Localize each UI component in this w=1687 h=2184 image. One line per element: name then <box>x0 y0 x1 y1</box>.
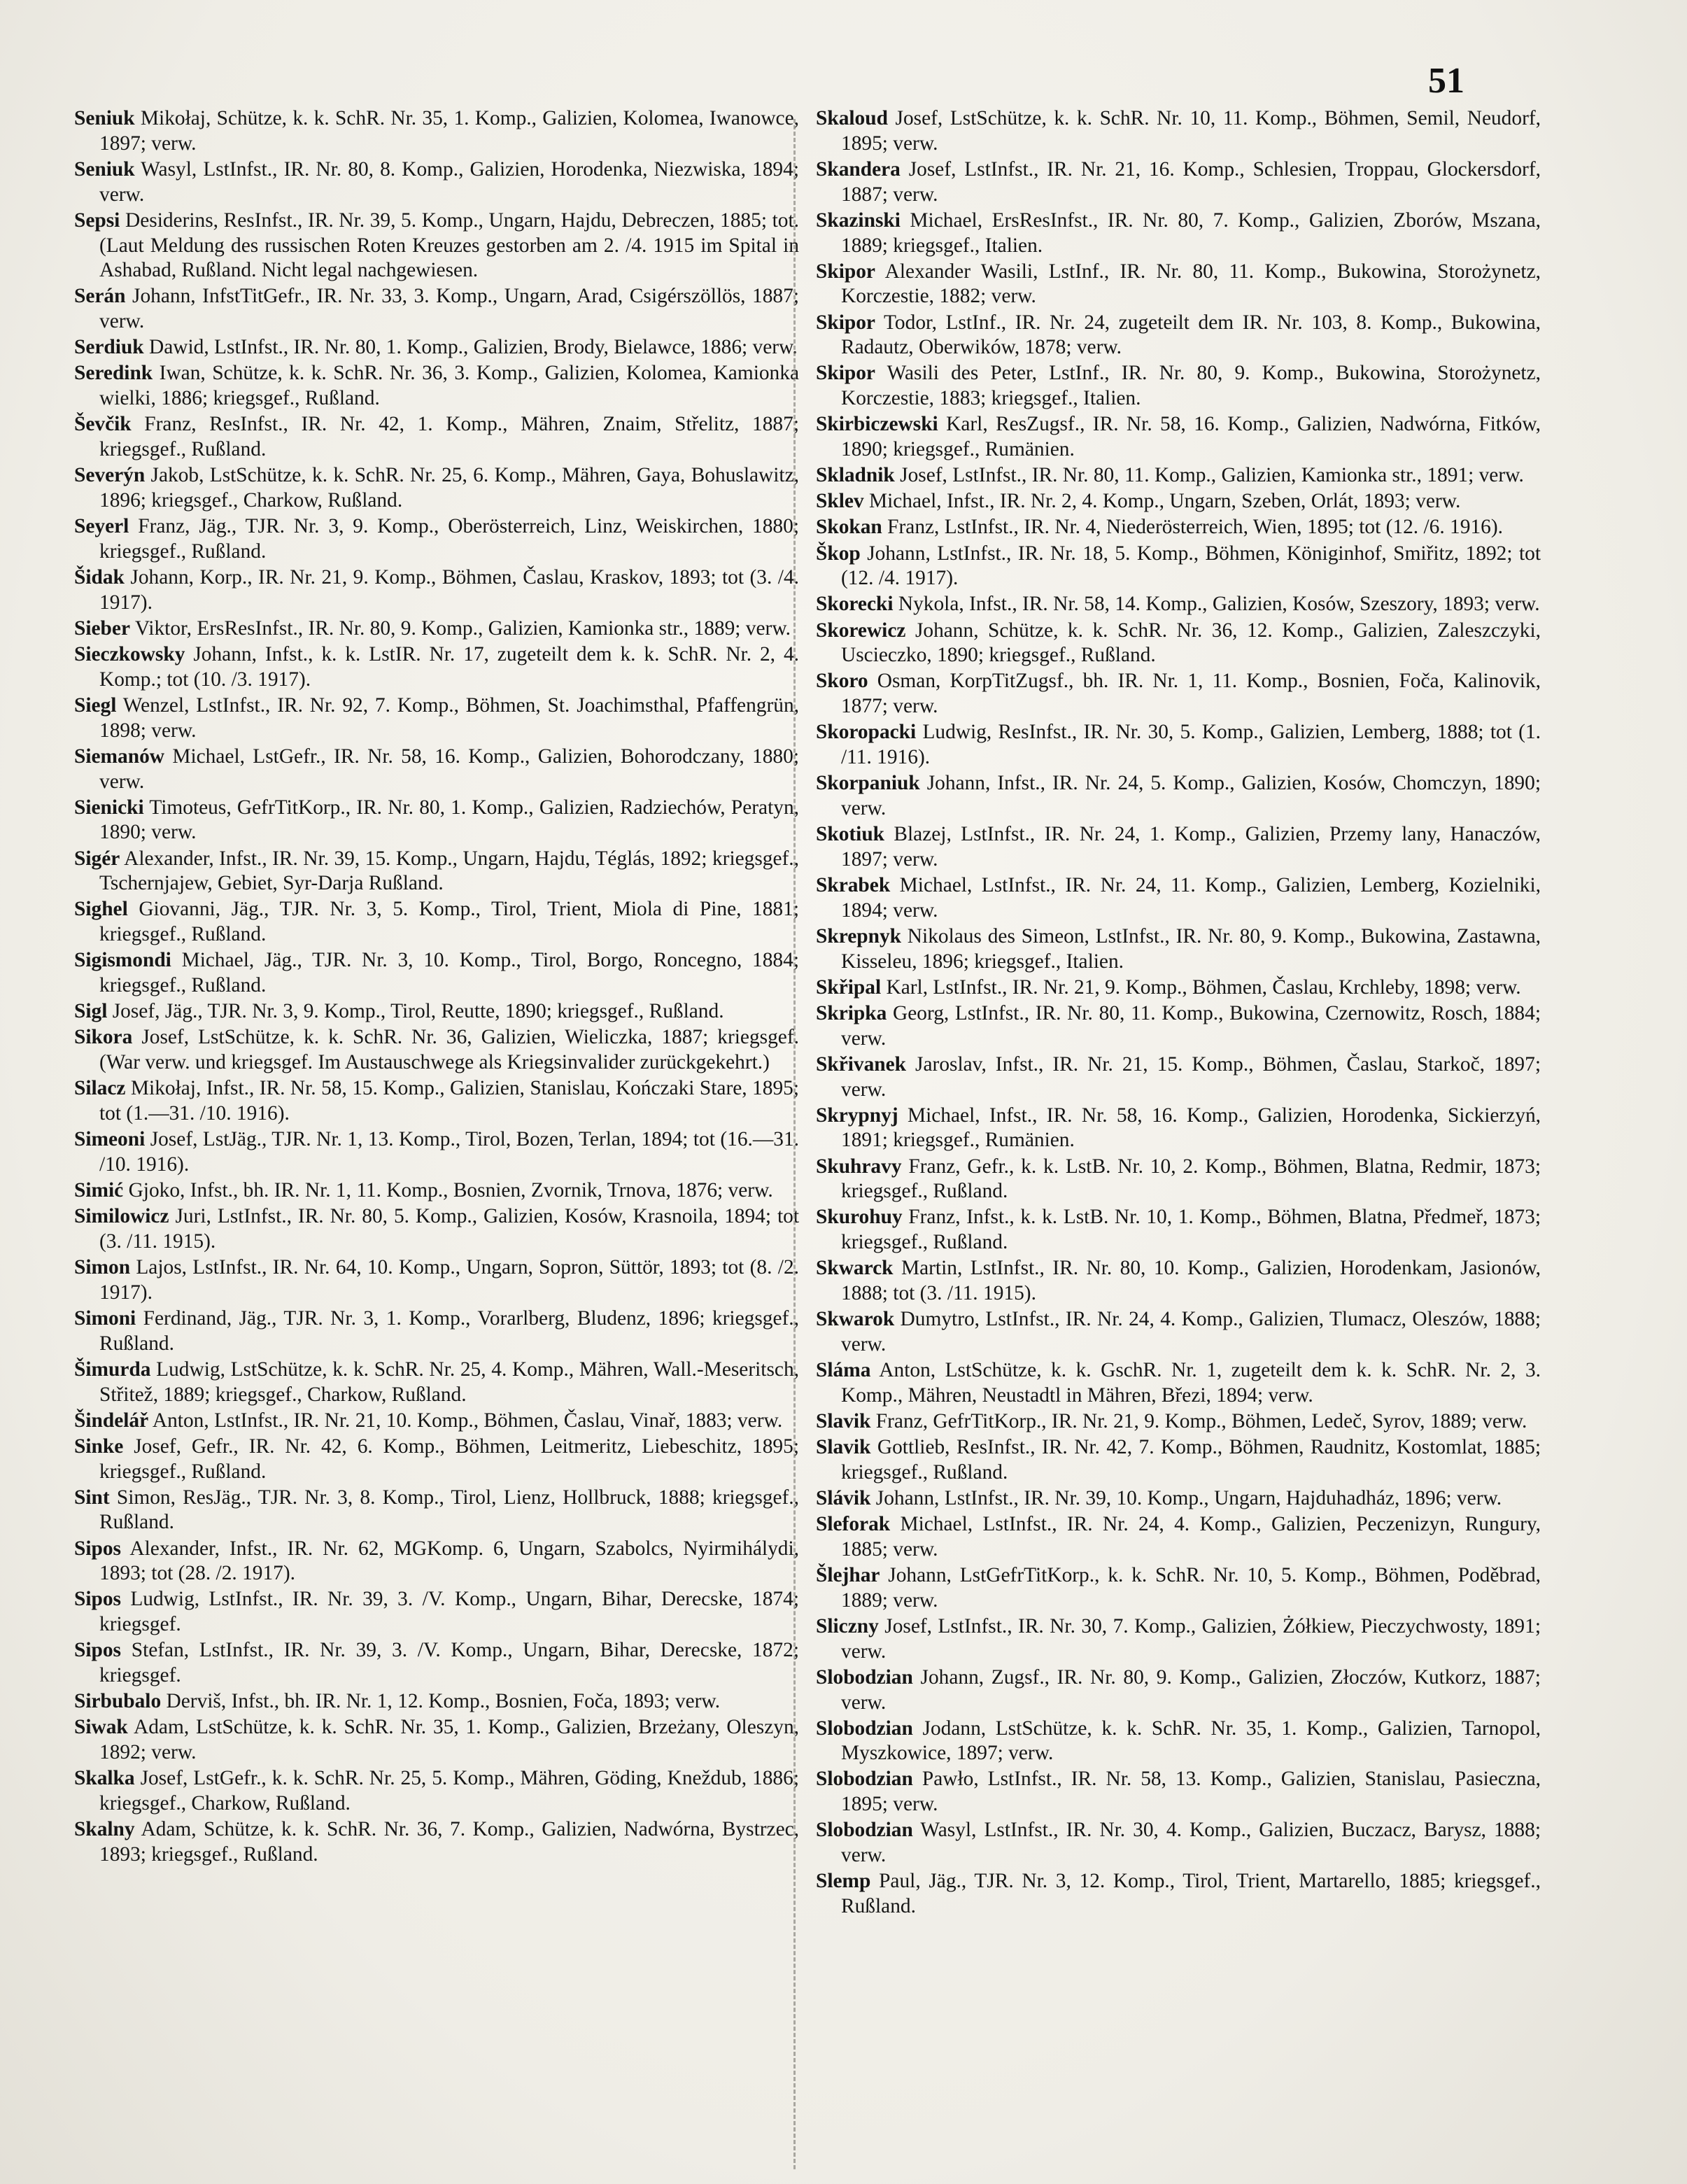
entry-details: Paul, Jäg., TJR. Nr. 3, 12. Komp., Tirol, Trient, Martarello, 1885; kriegsgef., Rußland. <box>841 1870 1541 1918</box>
entry-surname: Simić <box>74 1179 124 1202</box>
entry-surname: Seniuk <box>74 107 135 129</box>
entry-details: Johann, Korp., IR. Nr. 21, 9. Komp., Böhmen, Časlau, Kraskov, 1893; tot (3. /4. 1917). <box>99 566 799 614</box>
entry-surname: Sigismondi <box>74 949 171 972</box>
casualty-entry <box>74 897 799 947</box>
casualty-entry <box>74 948 799 999</box>
entry-surname: Skřipal <box>816 975 882 999</box>
entry-surname: Skokan <box>816 516 882 539</box>
entry-surname: Skalny <box>74 1818 135 1841</box>
entry-surname: Slobodzian <box>816 1665 913 1689</box>
entry-details: Johann, Schütze, k. k. SchR. Nr. 36, 12. Komp., Galizien, Zaleszczyki, Uscieczko, 1890; kriegsgef., Rußland. <box>841 619 1541 667</box>
casualty-entry <box>816 1435 1541 1486</box>
entry-details: Nykola, Infst., IR. Nr. 58, 14. Komp., Galizien, Kosów, Szeszory, 1893; verw. <box>898 593 1540 616</box>
casualty-entry <box>74 1204 799 1255</box>
casualty-entry <box>816 924 1541 975</box>
casualty-entry <box>816 975 1541 1001</box>
entry-details: Josef, LstInfst., IR. Nr. 21, 16. Komp., Schlesien, Troppau, Glockersdorf, 1887; verw. <box>841 157 1541 206</box>
entry-surname: Sikora <box>74 1026 133 1049</box>
casualty-entry <box>816 1358 1541 1409</box>
entry-surname: Serán <box>74 285 126 308</box>
entry-surname: Sigl <box>74 1000 108 1023</box>
entry-surname: Skoropacki <box>816 721 917 744</box>
entry-surname: Skorpaniuk <box>816 772 920 795</box>
casualty-entry <box>74 284 799 334</box>
entry-details: Juri, LstInfst., IR. Nr. 80, 5. Komp., Galizien, Kosów, Krasnoila, 1894; tot (3. /11. 1915). <box>99 1205 799 1253</box>
entry-details: Franz, Jäg., TJR. Nr. 3, 9. Komp., Oberösterreich, Linz, Weiskirchen, 1880; kriegsgef., Rußland. <box>99 515 799 563</box>
entry-surname: Siegl <box>74 693 117 717</box>
entry-surname: Similowicz <box>74 1205 169 1228</box>
casualty-entry <box>74 361 799 411</box>
entry-details: Josef, LstSchütze, k. k. SchR. Nr. 36, Galizien, Wieliczka, 1887; kriegsgef. (War verw. und kriegsgef. Im Austauschwege als Kriegsinvalider zurückgekehrt.) <box>99 1026 799 1074</box>
entry-details: Josef, LstInfst., IR. Nr. 80, 11. Komp., Galizien, Kamionka str., 1891; verw. <box>900 464 1524 487</box>
casualty-entry <box>816 1205 1541 1255</box>
casualty-entry <box>74 463 799 514</box>
entry-details: Josef, LstInfst., IR. Nr. 30, 7. Komp., Galizien, Żółkiew, Pieczychwosty, 1891; verw. <box>841 1614 1541 1663</box>
entry-surname: Skandera <box>816 157 901 181</box>
column-divider <box>793 119 796 2169</box>
entry-surname: Skrepnyk <box>816 924 901 947</box>
entry-surname: Slemp <box>816 1870 871 1893</box>
left-column <box>74 106 799 1868</box>
casualty-entry <box>74 1715 799 1766</box>
casualty-entry <box>816 1307 1541 1358</box>
casualty-entry <box>74 1409 799 1434</box>
entry-details: Josef, Gefr., IR. Nr. 42, 6. Komp., Böhmen, Leitmeritz, Liebeschitz, 1895; kriegsgef., Rußland. <box>99 1435 799 1483</box>
entry-surname: Seredink <box>74 362 153 385</box>
casualty-entry <box>816 542 1541 592</box>
entry-surname: Silacz <box>74 1077 126 1100</box>
entry-details: Georg, LstInfst., IR. Nr. 80, 11. Komp., Bukowina, Czernowitz, Rosch, 1884; verw. <box>841 1001 1541 1050</box>
casualty-entry <box>74 1255 799 1306</box>
entry-details: Johann, LstInfst., IR. Nr. 18, 5. Komp., Böhmen, Königinhof, Smiřitz, 1892; tot (12. /4. 1917). <box>841 542 1541 590</box>
entry-surname: Sinke <box>74 1435 124 1458</box>
casualty-entry <box>816 1104 1541 1154</box>
entry-details: Gjoko, Infst., bh. IR. Nr. 1, 11. Komp., Bosnien, Zvornik, Trnova, 1876; verw. <box>128 1179 773 1202</box>
casualty-entry <box>816 209 1541 259</box>
entry-surname: Sepsi <box>74 209 120 232</box>
entry-surname: Serdiuk <box>74 336 144 359</box>
entry-details: Josef, LstSchütze, k. k. SchR. Nr. 10, 11. Komp., Böhmen, Semil, Neudorf, 1895; verw. <box>841 107 1541 155</box>
casualty-entry <box>74 847 799 897</box>
casualty-entry <box>816 592 1541 617</box>
entry-surname: Skorewicz <box>816 619 906 642</box>
entry-details: Mikołaj, Schütze, k. k. SchR. Nr. 35, 1. Komp., Galizien, Kolomea, Iwanowce, 1897; verw. <box>99 107 799 155</box>
entry-surname: Skaloud <box>816 107 888 129</box>
casualty-entry <box>816 157 1541 208</box>
casualty-entry <box>816 361 1541 411</box>
entry-surname: Skuhravy <box>816 1155 902 1178</box>
entry-details: Alexander Wasili, LstInf., IR. Nr. 80, 11. Komp., Bukowina, Storożynetz, Korczestie, 1882; verw. <box>841 260 1541 308</box>
entry-details: Nikolaus des Simeon, LstInfst., IR. Nr. 80, 9. Komp., Bukowina, Zastawna, Kisseleu, 1896; kriegsgef., Italien. <box>841 924 1541 973</box>
entry-details: Timoteus, GefrTitKorp., IR. Nr. 80, 1. Komp., Galizien, Radziechów, Peratyn, 1890; verw. <box>99 796 799 844</box>
casualty-entry <box>816 1717 1541 1767</box>
entry-details: Josef, LstJäg., TJR. Nr. 1, 13. Komp., Tirol, Bozen, Terlan, 1894; tot (16.—31. /10. 1916). <box>99 1128 799 1176</box>
entry-details: Anton, LstSchütze, k. k. GschR. Nr. 1, zugeteilt dem k. k. SchR. Nr. 2, 3. Komp., Mähren, Neustadtl in Mähren, Březi, 1894; verw. <box>841 1359 1541 1407</box>
casualty-entry <box>816 1869 1541 1919</box>
entry-details: Michael, LstInfst., IR. Nr. 24, 4. Komp., Galizien, Peczenizyn, Rungury, 1885; verw. <box>841 1513 1541 1560</box>
entry-surname: Ševčik <box>74 413 132 436</box>
entry-details: Franz, ResInfst., IR. Nr. 42, 1. Komp., Mähren, Znaim, Střelitz, 1887; kriegsgef., Rußland. <box>99 413 799 461</box>
casualty-entry <box>816 720 1541 770</box>
casualty-entry <box>816 669 1541 719</box>
entry-surname: Sliczny <box>816 1614 879 1637</box>
entry-details: Alexander, Infst., IR. Nr. 39, 15. Komp., Ungarn, Hajdu, Téglás, 1892; kriegsgef., Tschernjajew, Gebiet, Syr-Darja Rußland. <box>99 847 800 895</box>
entry-details: Osman, KorpTitZugsf., bh. IR. Nr. 1, 11. Komp., Bosnien, Foča, Kalinovik, 1877; verw. <box>841 670 1541 718</box>
casualty-entry <box>74 745 799 795</box>
casualty-entry <box>816 771 1541 822</box>
casualty-entry <box>74 1587 799 1637</box>
entry-details: Josef, Jäg., TJR. Nr. 3, 9. Komp., Tirol, Reutte, 1890; kriegsgef., Rußland. <box>112 1000 724 1023</box>
entry-surname: Simon <box>74 1255 131 1278</box>
entry-surname: Šindelář <box>74 1409 149 1432</box>
casualty-entry <box>816 106 1541 157</box>
entry-details: Pawło, LstInfst., IR. Nr. 58, 13. Komp., Galizien, Stanislau, Pasieczna, 1895; verw. <box>841 1768 1541 1816</box>
entry-details: Ludwig, LstSchütze, k. k. SchR. Nr. 25, 4. Komp., Mähren, Wall.-Meseritsch, Střitež, 1889; kriegsgef., Charkow, Rußland. <box>99 1358 799 1406</box>
entry-surname: Sipos <box>74 1537 121 1560</box>
entry-details: Wasili des Peter, LstInf., IR. Nr. 80, 9. Komp., Bukowina, Storożynetz, Korczestie, 1883; kriegsgef., Italien. <box>841 362 1541 410</box>
entry-details: Wenzel, LstInfst., IR. Nr. 92, 7. Komp., Böhmen, St. Joachimsthal, Pfaffengrün, 1898; verw. <box>99 693 799 742</box>
casualty-entry <box>816 1052 1541 1103</box>
casualty-entry <box>74 1435 799 1485</box>
casualty-entry <box>816 489 1541 514</box>
entry-surname: Skwarok <box>816 1308 895 1331</box>
entry-details: Karl, ResZugsf., IR. Nr. 58, 16. Komp., Galizien, Nadwórna, Fitków, 1890; kriegsgef., Rumänien. <box>841 413 1541 461</box>
entry-surname: Sienicki <box>74 796 144 819</box>
entry-details: Franz, LstInfst., IR. Nr. 4, Niederösterreich, Wien, 1895; tot (12. /6. 1916). <box>887 516 1503 539</box>
entry-surname: Skipor <box>816 260 875 283</box>
casualty-entry <box>816 1256 1541 1306</box>
entry-surname: Skřivanek <box>816 1052 907 1076</box>
entry-surname: Skipor <box>816 362 875 385</box>
entry-details: Johann, Infst., IR. Nr. 24, 5. Komp., Galizien, Kosów, Chomczyn, 1890; verw. <box>841 772 1541 819</box>
entry-details: Stefan, LstInfst., IR. Nr. 39, 3. /V. Komp., Ungarn, Bihar, Derecske, 1872; kriegsgef. <box>99 1639 799 1687</box>
entry-details: Dumytro, LstInfst., IR. Nr. 24, 4. Komp., Galizien, Tlumacz, Oleszów, 1888; verw. <box>841 1308 1541 1355</box>
casualty-entry <box>816 619 1541 669</box>
entry-surname: Slávik <box>816 1486 871 1509</box>
casualty-entry <box>74 617 799 642</box>
entry-details: Iwan, Schütze, k. k. SchR. Nr. 36, 3. Komp., Galizien, Kolomea, Kamionka wielki, 1886; kriegsgef., Rußland. <box>99 362 799 410</box>
casualty-entry <box>74 565 799 616</box>
casualty-entry <box>74 1766 799 1817</box>
entry-surname: Šidak <box>74 566 125 589</box>
entry-details: Jodann, LstSchütze, k. k. SchR. Nr. 35, 1. Komp., Galizien, Tarnopol, Myszkowice, 1897; verw. <box>841 1717 1541 1765</box>
entry-surname: Sipos <box>74 1639 121 1662</box>
entry-details: Johann, InfstTitGefr., IR. Nr. 33, 3. Komp., Ungarn, Arad, Csigérszöllös, 1887; verw. <box>99 285 799 333</box>
casualty-entry <box>74 796 799 846</box>
entry-surname: Skrypnyj <box>816 1104 898 1127</box>
entry-surname: Skotiuk <box>816 823 885 846</box>
entry-surname: Sieber <box>74 617 130 640</box>
entry-details: Dawid, LstInfst., IR. Nr. 80, 1. Komp., Galizien, Brody, Bielawce, 1886; verw. <box>149 336 798 359</box>
entry-details: Lajos, LstInfst., IR. Nr. 64, 10. Komp., Ungarn, Sopron, Süttör, 1893; tot (8. /2. 1917). <box>99 1255 799 1304</box>
casualty-entry <box>74 999 799 1024</box>
entry-details: Michael, LstInfst., IR. Nr. 24, 11. Komp., Galizien, Lemberg, Kozielniki, 1894; verw. <box>841 873 1541 922</box>
entry-details: Mikołaj, Infst., IR. Nr. 58, 15. Komp., Galizien, Stanislau, Kończaki Stare, 1895; tot (1.—31. /10. 1916). <box>99 1077 799 1125</box>
casualty-entry <box>74 1537 799 1587</box>
casualty-entry <box>74 1178 799 1204</box>
entry-surname: Skurohuy <box>816 1206 903 1229</box>
casualty-entry <box>74 1025 799 1076</box>
entry-details: Martin, LstInfst., IR. Nr. 80, 10. Komp., Galizien, Horodenkam, Jasionów, 1888; tot (3. /11. 1915). <box>841 1257 1541 1305</box>
entry-surname: Skrabek <box>816 873 891 896</box>
casualty-entry <box>816 260 1541 310</box>
entry-details: Johann, LstGefrTitKorp., k. k. SchR. Nr. 10, 5. Komp., Böhmen, Poděbrad, 1889; verw. <box>841 1563 1541 1612</box>
entry-surname: Sirbubalo <box>74 1690 162 1713</box>
entry-details: Michael, LstGefr., IR. Nr. 58, 16. Komp., Galizien, Bohorodczany, 1880; verw. <box>99 745 799 793</box>
entry-details: Gottlieb, ResInfst., IR. Nr. 42, 7. Komp., Böhmen, Raudnitz, Kostomlat, 1885; kriegsgef., Rußland. <box>841 1436 1541 1484</box>
casualty-entry <box>74 1486 799 1536</box>
entry-details: Josef, LstGefr., k. k. SchR. Nr. 25, 5. Komp., Mähren, Göding, Kneždub, 1886; kriegsgef., Charkow, Rußland. <box>99 1767 799 1815</box>
casualty-entry <box>816 1001 1541 1052</box>
casualty-entry <box>816 873 1541 924</box>
entry-details: Michael, ErsResInfst., IR. Nr. 80, 7. Komp., Galizien, Zborów, Mszana, 1889; kriegsgef., Italien. <box>841 209 1541 257</box>
entry-surname: Skipor <box>816 311 875 334</box>
entry-surname: Šlejhar <box>816 1563 880 1586</box>
entry-details: Michael, Infst., IR. Nr. 58, 16. Komp., Galizien, Horodenka, Sickierzyń, 1891; kriegsgef., Rumänien. <box>841 1104 1541 1152</box>
entry-details: Michael, Infst., IR. Nr. 2, 4. Komp., Ungarn, Szeben, Orlát, 1893; verw. <box>868 490 1461 513</box>
entry-details: Wasyl, LstInfst., IR. Nr. 30, 4. Komp., Galizien, Buczacz, Barysz, 1888; verw. <box>841 1819 1541 1867</box>
entry-surname: Slavik <box>816 1409 871 1432</box>
entry-surname: Slobodzian <box>816 1717 913 1740</box>
entry-surname: Simeoni <box>74 1128 146 1151</box>
casualty-entry <box>74 1127 799 1178</box>
entry-details: Desiderins, ResInfst., IR. Nr. 39, 5. Komp., Ungarn, Hajdu, Debreczen, 1885; tot. (Laut Meldung des russischen Roten Kreuzes gestorben am 2. /4. 1915 im Spital in Ashabad, Rußland. Nicht legal nachgewiesen. <box>99 209 799 282</box>
entry-details: Simon, ResJäg., TJR. Nr. 3, 8. Komp., Tirol, Lienz, Hollbruck, 1888; kriegsgef., Rußland. <box>99 1486 799 1534</box>
entry-details: Ludwig, ResInfst., IR. Nr. 30, 5. Komp., Galizien, Lemberg, 1888; tot (1. /11. 1916). <box>841 721 1541 769</box>
casualty-entry <box>816 1563 1541 1614</box>
entry-surname: Siwak <box>74 1716 128 1739</box>
entry-surname: Šimurda <box>74 1358 151 1381</box>
casualty-entry <box>74 642 799 693</box>
entry-surname: Skalka <box>74 1767 135 1790</box>
casualty-entry <box>816 1486 1541 1512</box>
entry-details: Adam, LstSchütze, k. k. SchR. Nr. 35, 1. Komp., Galizien, Brzeżany, Oleszyn, 1892; verw. <box>99 1716 799 1764</box>
entry-surname: Slobodzian <box>816 1819 913 1842</box>
entry-surname: Sieczkowsky <box>74 643 185 665</box>
casualty-entry <box>74 1358 799 1408</box>
entry-surname: Slavik <box>816 1436 871 1459</box>
casualty-entry <box>74 1306 799 1357</box>
casualty-entry <box>74 514 799 565</box>
entry-surname: Skwarck <box>816 1257 894 1280</box>
casualty-entry <box>816 1409 1541 1435</box>
right-column <box>816 106 1541 1920</box>
entry-details: Viktor, ErsResInfst., IR. Nr. 80, 9. Komp., Galizien, Kamionka str., 1889; verw. <box>134 617 791 640</box>
entry-surname: Skorecki <box>816 593 894 616</box>
entry-surname: Simoni <box>74 1306 136 1330</box>
entry-surname: Sklev <box>816 490 864 513</box>
entry-surname: Seyerl <box>74 515 129 538</box>
casualty-entry <box>74 1638 799 1689</box>
entry-surname: Slobodzian <box>816 1768 913 1791</box>
entry-surname: Sleforak <box>816 1513 891 1536</box>
entry-surname: Skirbiczewski <box>816 413 938 436</box>
casualty-entry <box>816 311 1541 361</box>
entry-details: Anton, LstInfst., IR. Nr. 21, 10. Komp., Böhmen, Časlau, Vinař, 1883; verw. <box>152 1409 783 1432</box>
casualty-entry <box>74 412 799 463</box>
entry-details: Ludwig, LstInfst., IR. Nr. 39, 3. /V. Komp., Ungarn, Bihar, Derecske, 1874; kriegsgef. <box>99 1588 799 1636</box>
entry-surname: Seniuk <box>74 157 135 181</box>
entry-details: Jakob, LstSchütze, k. k. SchR. Nr. 25, 6. Komp., Mähren, Gaya, Bohuslawitz, 1896; kriegsgef., Charkow, Rußland. <box>99 464 799 512</box>
entry-surname: Siemanów <box>74 745 165 768</box>
entry-surname: Skazinski <box>816 209 901 232</box>
casualty-entry <box>74 106 799 157</box>
entry-details: Adam, Schütze, k. k. SchR. Nr. 36, 7. Komp., Galizien, Nadwórna, Bystrzec, 1893; kriegsgef., Rußland. <box>99 1818 800 1866</box>
entry-surname: Sigér <box>74 847 120 870</box>
casualty-entry <box>816 1818 1541 1868</box>
entry-surname: Sint <box>74 1486 110 1509</box>
casualty-entry <box>816 463 1541 488</box>
entry-details: Ferdinand, Jäg., TJR. Nr. 3, 1. Komp., Vorarlberg, Bludenz, 1896; kriegsgef., Rußland. <box>99 1306 799 1355</box>
entry-details: Franz, GefrTitKorp., IR. Nr. 21, 9. Komp., Böhmen, Ledeč, Syrov, 1889; verw. <box>875 1409 1527 1432</box>
entry-details: Michael, Jäg., TJR. Nr. 3, 10. Komp., Tirol, Borgo, Roncegno, 1884; kriegsgef., Rußland. <box>99 949 799 997</box>
casualty-entry <box>74 209 799 283</box>
entry-details: Johann, LstInfst., IR. Nr. 39, 10. Komp., Ungarn, Hajduhadház, 1896; verw. <box>875 1486 1502 1509</box>
casualty-entry <box>816 412 1541 463</box>
entry-details: Todor, LstInf., IR. Nr. 24, zugeteilt dem IR. Nr. 103, 8. Komp., Bukowina, Radautz, Oberwików, 1878; verw. <box>841 311 1541 359</box>
entry-surname: Sláma <box>816 1359 871 1382</box>
entry-surname: Severýn <box>74 464 146 487</box>
entry-details: Johann, Infst., k. k. LstIR. Nr. 17, zugeteilt dem k. k. SchR. Nr. 2, 4. Komp.; tot (10. /3. 1917). <box>99 643 799 691</box>
entry-details: Franz, Infst., k. k. LstB. Nr. 10, 1. Komp., Böhmen, Blatna, Předmeř, 1873; kriegsgef., Rußland. <box>841 1206 1541 1254</box>
casualty-entry <box>816 1665 1541 1716</box>
entry-details: Derviš, Infst., bh. IR. Nr. 1, 12. Komp., Bosnien, Foča, 1893; verw. <box>166 1690 721 1713</box>
entry-details: Franz, Gefr., k. k. LstB. Nr. 10, 2. Komp., Böhmen, Blatna, Redmir, 1873; kriegsgef., Rußland. <box>841 1155 1541 1203</box>
entry-details: Johann, Zugsf., IR. Nr. 80, 9. Komp., Galizien, Złoczów, Kutkorz, 1887; verw. <box>841 1665 1541 1714</box>
entry-details: Alexander, Infst., IR. Nr. 62, MGKomp. 6, Ungarn, Szabolcs, Nyirmihálydi, 1893; tot (28. /2. 1917). <box>99 1537 799 1585</box>
casualty-entry <box>74 1817 799 1868</box>
casualty-entry <box>816 822 1541 873</box>
casualty-entry <box>816 1512 1541 1563</box>
entry-details: Giovanni, Jäg., TJR. Nr. 3, 5. Komp., Tirol, Trient, Miola di Pine, 1881; kriegsgef., Rußland. <box>99 898 799 946</box>
entry-details: Wasyl, LstInfst., IR. Nr. 80, 8. Komp., Galizien, Horodenka, Niezwiska, 1894; verw. <box>99 157 799 206</box>
entry-surname: Škop <box>816 542 861 565</box>
entry-surname: Skripka <box>816 1001 887 1024</box>
casualty-entry <box>816 1767 1541 1817</box>
page-number: 51 <box>1428 61 1464 101</box>
casualty-entry <box>74 335 799 360</box>
entry-surname: Skladnik <box>816 464 895 487</box>
entry-surname: Sighel <box>74 898 128 921</box>
casualty-entry <box>816 1614 1541 1665</box>
entry-surname: Sipos <box>74 1588 121 1611</box>
casualty-entry <box>74 1076 799 1127</box>
casualty-entry <box>74 157 799 208</box>
casualty-entry <box>74 1689 799 1714</box>
casualty-entry <box>816 1155 1541 1205</box>
entry-details: Jaroslav, Infst., IR. Nr. 21, 15. Komp., Böhmen, Časlau, Starkoč, 1897; verw. <box>841 1052 1541 1101</box>
casualty-entry <box>74 693 799 744</box>
casualty-entry <box>816 515 1541 540</box>
entry-details: Karl, LstInfst., IR. Nr. 21, 9. Komp., Böhmen, Časlau, Krchleby, 1898; verw. <box>886 975 1521 999</box>
entry-surname: Skoro <box>816 670 868 693</box>
entry-details: Blazej, LstInfst., IR. Nr. 24, 1. Komp., Galizien, Przemy lany, Hanaczów, 1897; verw. <box>841 823 1541 871</box>
